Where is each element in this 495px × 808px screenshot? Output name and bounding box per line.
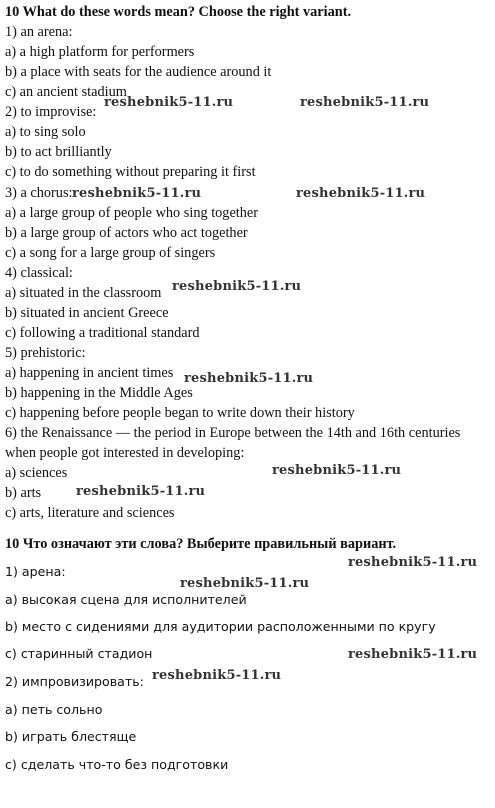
russian-line: b) играть блестяще — [5, 729, 137, 744]
watermark-text: reshebnik5-11.ru — [272, 463, 402, 478]
english-line: a) happening in ancient times — [5, 365, 174, 381]
watermark-text: reshebnik5-11.ru — [300, 95, 430, 110]
english-line: b) arts — [5, 485, 42, 501]
english-line: c) arts, literature and sciences — [5, 505, 175, 521]
english-line: c) a song for a large group of singers — [5, 245, 216, 261]
russian-line: а) петь сольно — [5, 702, 103, 717]
english-line: b) happening in the Middle Ages — [5, 385, 193, 401]
english-line: a) situated in the classroom — [5, 285, 162, 301]
watermark-text: reshebnik5-11.ru — [348, 555, 478, 570]
english-line: 3) a chorus: — [5, 185, 73, 201]
english-line: a) sciences — [5, 465, 68, 481]
watermark-text: reshebnik5-11.ru — [76, 484, 206, 499]
russian-line: с) сделать что-то без подготовки — [5, 757, 229, 772]
watermark-text: reshebnik5-11.ru — [72, 186, 202, 201]
russian-line: b) место с сидениями для аудитории расположенными по кругу — [5, 619, 436, 634]
english-line: 4) classical: — [5, 265, 73, 281]
russian-line: с) старинный стадион — [5, 646, 153, 661]
watermark-text: reshebnik5-11.ru — [184, 371, 314, 386]
watermark-text: reshebnik5-11.ru — [172, 279, 302, 294]
watermark-text: reshebnik5-11.ru — [296, 186, 426, 201]
english-line: 6) the Renaissance — the period in Europe between the 14th and 16th centuries — [5, 425, 461, 441]
english-line: c) an ancient stadium — [5, 84, 127, 100]
english-line: a) a high platform for performers — [5, 44, 195, 60]
english-line: 2) to improvise: — [5, 104, 97, 120]
english-line: b) a place with seats for the audience around it — [5, 64, 272, 80]
russian-line: а) высокая сцена для исполнителей — [5, 592, 247, 607]
english-line: c) following a traditional standard — [5, 325, 200, 341]
watermark-text: reshebnik5-11.ru — [152, 668, 282, 683]
russian-line: 1) арена: — [5, 564, 66, 579]
english-line: 1) an arena: — [5, 24, 73, 40]
english-line: 5) prehistoric: — [5, 345, 86, 361]
english-line: when people got interested in developing: — [5, 445, 245, 461]
russian-heading: 10 Что означают эти слова? Выберите правильный вариант. — [5, 536, 397, 552]
english-line: a) a large group of people who sing together — [5, 205, 259, 221]
english-line: c) to do something without preparing it first — [5, 164, 256, 180]
english-line: b) situated in ancient Greece — [5, 305, 169, 321]
english-line: a) to sing solo — [5, 124, 86, 140]
english-line: b) a large group of actors who act together — [5, 225, 248, 241]
watermark-text: reshebnik5-11.ru — [180, 576, 310, 591]
watermark-text: reshebnik5-11.ru — [348, 647, 478, 662]
english-line: b) to act brilliantly — [5, 144, 112, 160]
watermark-text: reshebnik5-11.ru — [104, 95, 234, 110]
russian-line: 2) импровизировать: — [5, 674, 144, 689]
english-line: c) happening before people began to write down their history — [5, 405, 355, 421]
english-heading: 10 What do these words mean? Choose the right variant. — [5, 4, 352, 20]
